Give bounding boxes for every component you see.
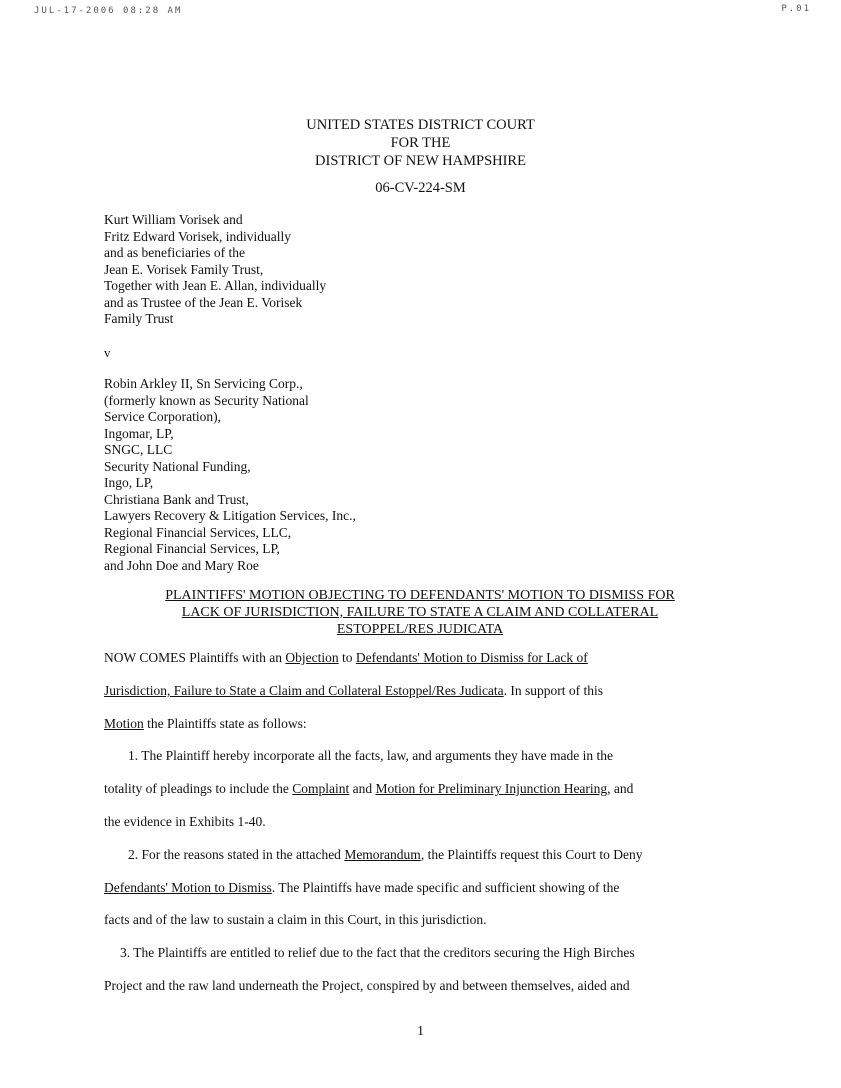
text-run: Memorandum xyxy=(344,847,421,862)
text-run: the evidence in Exhibits 1-40. xyxy=(104,814,266,829)
paragraph-3-line xyxy=(104,978,630,994)
motion-title-line: PLAINTIFFS' MOTION OBJECTING TO DEFENDANTS' MOTION TO DISMISS FOR xyxy=(165,588,675,603)
defendant-line: Regional Financial Services, LP, xyxy=(104,541,280,556)
body-line xyxy=(104,716,307,732)
text-run: . The Plaintiffs have made specific and sufficient showing of the xyxy=(271,880,620,895)
body-line xyxy=(104,683,603,699)
motion-title-line: LACK OF JURISDICTION, FAILURE TO STATE A CLAIM AND COLLATERAL xyxy=(181,605,659,620)
plaintiff-line: and as beneficiaries of the xyxy=(104,245,245,260)
defendant-line: Regional Financial Services, LLC, xyxy=(104,524,292,540)
paragraph-1-line xyxy=(104,781,633,797)
paragraph-3-line xyxy=(120,945,635,961)
defendant-line: and John Doe and Mary Roe xyxy=(104,557,259,573)
body-line xyxy=(104,650,588,666)
court-name: UNITED STATES DISTRICT COURT xyxy=(306,117,535,133)
text-run: the Plaintiffs state as follows: xyxy=(143,716,307,731)
defendant-line: Security National Funding, xyxy=(104,458,251,474)
plaintiff-line: Family Trust xyxy=(104,311,174,326)
plaintiff-line: Kurt William Vorisek and xyxy=(104,212,243,227)
paragraph-1-line xyxy=(128,748,613,764)
court-for-the: FOR THE xyxy=(390,135,451,151)
text-run: Motion for Preliminary Injunction Hearing xyxy=(375,781,608,796)
defendant-line: Robin Arkley II, Sn Servicing Corp., xyxy=(104,376,303,391)
defendant-line: (formerly known as Security National xyxy=(104,392,309,408)
case-number: 06-CV-224-SM xyxy=(375,180,466,196)
text-run: totality of pleadings to include the xyxy=(104,781,293,796)
text-run: 2. For the reasons stated in the attached xyxy=(128,847,345,862)
plaintiff-line: and as Trustee of the Jean E. Vorisek xyxy=(104,294,303,310)
court-district: DISTRICT OF NEW HAMPSHIRE xyxy=(315,153,526,169)
page-number: 1 xyxy=(417,1024,424,1039)
text-run: 1. The Plaintiff hereby incorporate all the facts, law, and arguments they have made in the xyxy=(128,748,613,763)
plaintiff-line: Fritz Edward Vorisek, individually xyxy=(104,228,291,244)
plaintiff-line: Together with Jean E. Allan, individually xyxy=(104,278,327,293)
text-run: , and xyxy=(607,781,634,796)
text-run: NOW COMES Plaintiffs with an xyxy=(104,650,286,665)
text-run: and xyxy=(349,781,376,796)
defendant-line: SNGC, LLC xyxy=(104,442,173,457)
versus: v xyxy=(104,345,111,360)
paragraph-2-line xyxy=(104,912,486,928)
text-run: . In support of this xyxy=(503,683,604,698)
text-run: Defendants' Motion to Dismiss xyxy=(104,880,272,895)
text-run: Jurisdiction, Failure to State a Claim and Collateral Estoppel/Res Judicata xyxy=(104,683,504,698)
defendant-line: Ingo, LP, xyxy=(104,475,154,490)
defendant-line: Christiana Bank and Trust, xyxy=(104,491,249,507)
text-run: Motion xyxy=(104,716,144,731)
text-run: , the Plaintiffs request this Court to Deny xyxy=(420,847,643,862)
fax-header: JUL-17-2006 08:28 AM xyxy=(34,6,183,16)
defendant-line: Lawyers Recovery & Litigation Services, Inc., xyxy=(104,508,356,523)
paragraph-2-line xyxy=(104,880,619,896)
plaintiffs-block xyxy=(104,212,326,328)
text-run: Defendants' Motion to Dismiss for Lack of xyxy=(355,650,588,665)
text-run: Complaint xyxy=(292,781,350,796)
fax-page-number: P.01 xyxy=(781,4,811,14)
text-run: Objection xyxy=(285,650,339,665)
text-run: Project and the raw land underneath the Project, conspired by and between themselves, aided and xyxy=(104,978,630,993)
court-caption xyxy=(0,116,841,170)
motion-title xyxy=(100,587,740,638)
text-run: 3. The Plaintiffs are entitled to relief due to the fact that the creditors securing the High Birches xyxy=(120,945,635,960)
motion-title-line: ESTOPPEL/RES JUDICATA xyxy=(336,622,504,637)
defendant-line: Service Corporation), xyxy=(104,409,221,424)
text-run: to xyxy=(338,650,356,665)
plaintiff-line: Jean E. Vorisek Family Trust, xyxy=(104,261,264,277)
paragraph-2-line xyxy=(128,847,643,863)
defendants-block xyxy=(104,376,356,574)
defendant-line: Ingomar, LP, xyxy=(104,425,174,441)
text-run: facts and of the law to sustain a claim in this Court, in this jurisdiction. xyxy=(104,912,487,927)
paragraph-1-line xyxy=(104,814,266,830)
